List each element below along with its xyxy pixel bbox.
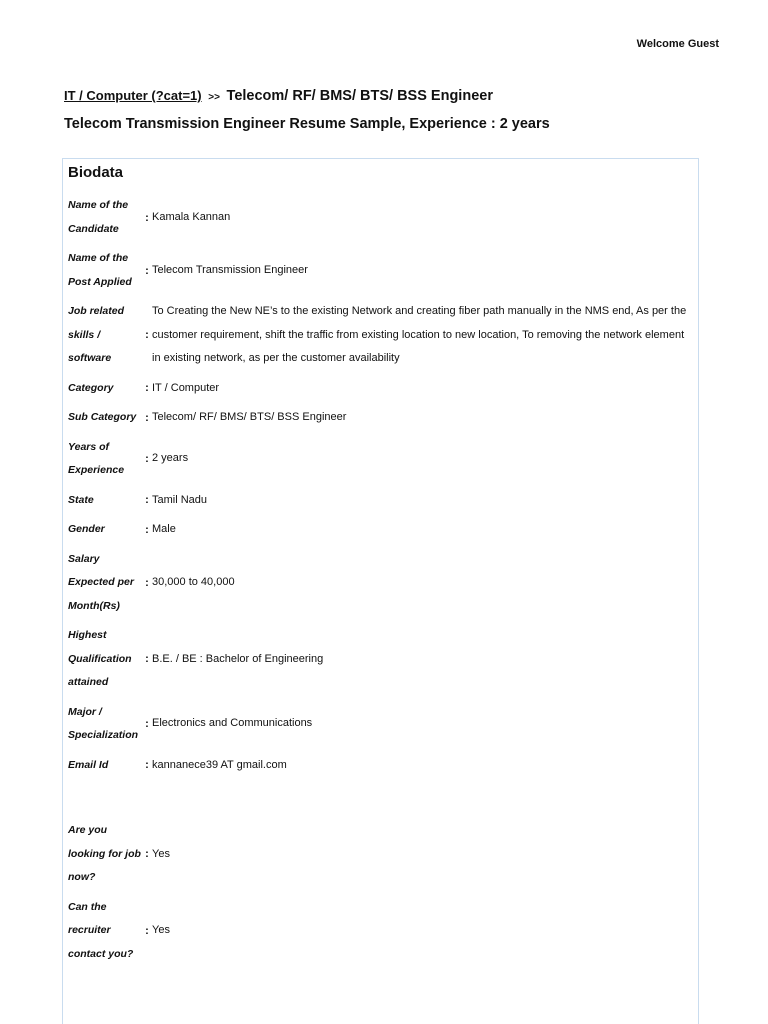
row-value: B.E. / BE : Bachelor of Engineering: [152, 652, 324, 665]
table-row: [68, 297, 690, 374]
row-label: Years of Experience: [68, 440, 125, 476]
row-value: Male: [152, 523, 176, 535]
biodata-card: [62, 158, 699, 1024]
row-label: Can the recruiter contact you?: [68, 900, 134, 960]
row-value: 2 years: [152, 452, 189, 465]
row-value: Kamala Kannan: [152, 210, 231, 223]
row-value: kannanece39 AT gmail.com: [152, 758, 287, 771]
row-value: Tamil Nadu: [152, 493, 208, 506]
row-value: IT / Computer: [152, 381, 220, 394]
row-colon: :: [145, 653, 149, 666]
row-label: Gender: [68, 523, 105, 535]
row-colon: :: [145, 848, 149, 861]
breadcrumb-current: Telecom/ RF/ BMS/ BTS/ BSS Engineer: [226, 88, 493, 104]
row-label: Name of the Candidate: [68, 199, 129, 235]
row-colon: :: [145, 718, 149, 730]
table-row: [68, 191, 690, 244]
row-value: Yes: [152, 924, 170, 936]
breadcrumb: [64, 88, 493, 104]
table-row: [68, 751, 690, 781]
row-label: State: [68, 493, 94, 506]
row-value: Telecom Transmission Engineer: [152, 263, 308, 276]
table-row: [68, 621, 690, 698]
row-value: Electronics and Communications: [152, 717, 313, 730]
table-row: [68, 816, 690, 893]
row-colon: :: [145, 211, 149, 224]
row-label: Are you looking for job now?: [68, 824, 141, 883]
table-row: [68, 486, 690, 516]
table-row: [68, 893, 690, 970]
row-value: Yes: [152, 847, 170, 860]
row-label: Job related skills / software: [68, 305, 125, 364]
table-row: [68, 698, 690, 751]
row-value: 30,000 to 40,000: [152, 576, 235, 588]
biodata-table: [68, 191, 690, 969]
row-colon: :: [145, 494, 149, 507]
row-label: Name of the Post Applied: [68, 252, 132, 288]
row-label: Category: [68, 381, 114, 394]
table-spacer: [68, 780, 690, 816]
row-colon: :: [145, 576, 149, 589]
row-colon: :: [145, 453, 149, 465]
welcome-text: Welcome Guest: [636, 38, 719, 50]
breadcrumb-category-link[interactable]: IT / Computer (?cat=1): [64, 88, 202, 103]
table-row: [68, 374, 690, 404]
row-colon: :: [145, 382, 149, 395]
row-colon: :: [145, 411, 149, 424]
row-value: To Creating the New NE’s to the existing Network and creating fiber path manually in the NMS end, As per the customer requirement, shift the traffic from existing location to new location, To removing the network element in existing network, as per the customer availability: [152, 305, 687, 364]
table-row: [68, 433, 690, 486]
breadcrumb-separator: >>: [208, 92, 220, 103]
table-row: [68, 244, 690, 297]
row-colon: :: [145, 924, 149, 937]
table-row: [68, 515, 690, 545]
row-label: Salary Expected per Month(Rs): [68, 552, 134, 612]
row-label: Highest Qualification attained: [68, 629, 132, 688]
row-label: Major / Specialization: [68, 705, 139, 741]
row-label: Email Id: [68, 758, 109, 771]
row-label: Sub Category: [68, 411, 137, 423]
page-title: Telecom Transmission Engineer Resume Sample, Experience : 2 years: [64, 116, 550, 132]
biodata-title: Biodata: [68, 164, 124, 181]
row-colon: :: [145, 329, 149, 342]
table-row: [68, 403, 690, 433]
row-colon: :: [145, 523, 149, 536]
row-colon: :: [145, 264, 149, 277]
table-row: [68, 545, 690, 622]
row-colon: :: [145, 759, 149, 772]
row-value: Telecom/ RF/ BMS/ BTS/ BSS Engineer: [152, 411, 347, 423]
